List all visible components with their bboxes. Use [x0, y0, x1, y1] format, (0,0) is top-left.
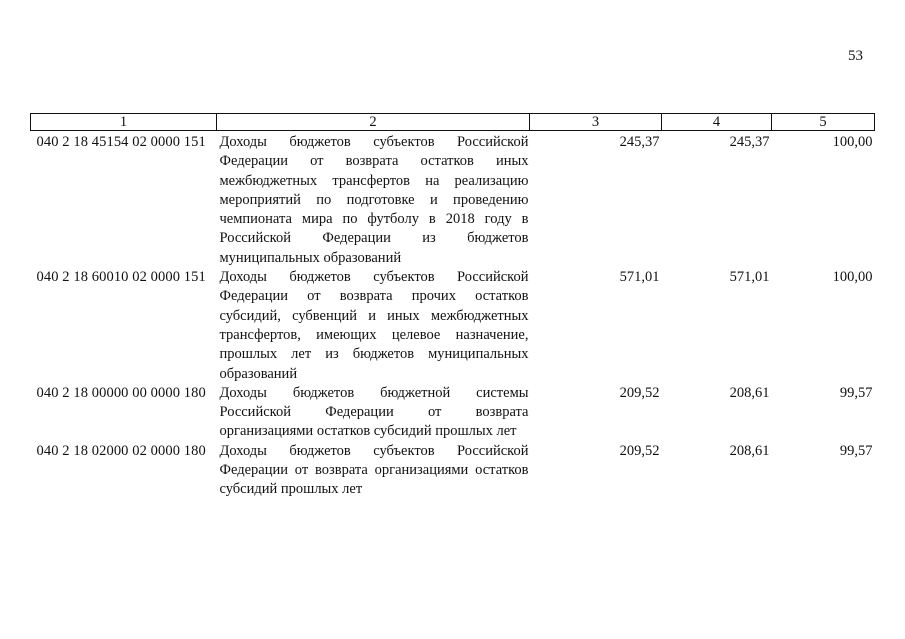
value-column-4: 208,61 — [729, 442, 770, 459]
table-row — [31, 384, 875, 442]
value-column-3: 209,52 — [619, 442, 660, 459]
page-number: 53 — [848, 48, 863, 64]
budget-table — [30, 113, 875, 500]
value-column-5: 99,57 — [839, 384, 873, 401]
income-description: Доходы бюджетов бюджетной системы Российской Федерации от возврата организациями остатков субсидий прошлых лет — [219, 384, 529, 440]
budget-code: 040 2 18 02000 02 0000 180 — [36, 442, 206, 459]
budget-code: 040 2 18 45154 02 0000 151 — [36, 134, 206, 150]
table-row — [31, 131, 875, 269]
table-row — [31, 442, 875, 500]
column-header-1: 1 — [31, 114, 217, 131]
table-header — [31, 114, 875, 131]
value-column-5: 100,00 — [832, 269, 873, 286]
value-column-4: 208,61 — [729, 384, 770, 401]
budget-code: 040 2 18 00000 00 0000 180 — [36, 384, 206, 401]
value-column-4: 245,37 — [729, 134, 770, 150]
value-column-5: 100,00 — [832, 134, 873, 150]
income-description: Доходы бюджетов субъектов Российской Федерации от возврата организациями остатков субсидий прошлых лет — [219, 442, 529, 498]
value-column-5: 99,57 — [839, 442, 873, 459]
value-column-3: 209,52 — [619, 384, 660, 401]
column-header-3: 3 — [530, 114, 662, 131]
table-body — [31, 131, 875, 500]
value-column-3: 245,37 — [619, 134, 660, 150]
table-row — [31, 268, 875, 384]
column-header-5: 5 — [772, 114, 875, 131]
column-header-2: 2 — [217, 114, 530, 131]
value-column-4: 571,01 — [729, 269, 770, 286]
income-description: Доходы бюджетов субъектов Российской Федерации от возврата остатков иных межбюджетных трансфертов на реализацию мероприятий по подготовке и проведению чемпионата мира по футболу в 2018 году в Российской Федерации из бюджетов муниципальных образований — [219, 134, 529, 266]
column-header-4: 4 — [662, 114, 772, 131]
header-row — [31, 114, 875, 131]
income-description: Доходы бюджетов субъектов Российской Федерации от возврата прочих остатков субсидий, субвенций и иных межбюджетных трансфертов, имеющих целевое назначение, прошлых лет из бюджетов муниципальных образований — [219, 269, 529, 382]
budget-code: 040 2 18 60010 02 0000 151 — [36, 269, 206, 286]
value-column-3: 571,01 — [619, 269, 660, 286]
